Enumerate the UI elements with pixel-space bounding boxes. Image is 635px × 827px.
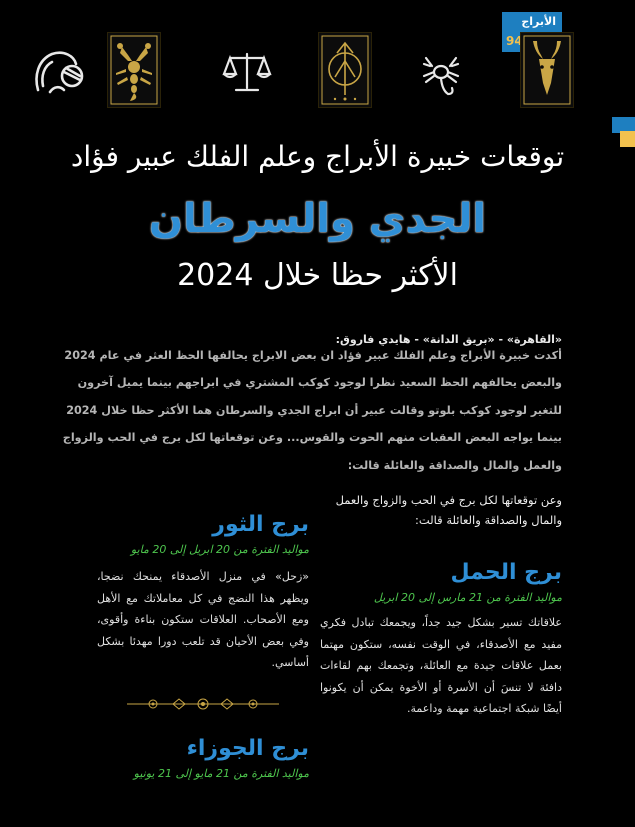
page-number: 94 — [506, 34, 523, 48]
right-column — [320, 490, 562, 720]
intro-line: للتغير لوجود كوكب بلوتو وقالت عبير أن ابراج الجدي والسرطان هما الأكثر حظا خلال 2024 — [66, 403, 562, 417]
byline: «القاهرة» - «بريق الدانة» - هايدي فاروق: — [335, 333, 562, 346]
sign-title-aries: برج الحمل — [450, 560, 562, 585]
aquarius-icon — [30, 46, 86, 98]
ornament-divider — [97, 696, 309, 712]
intro-line: بينما يواجه البعض العقبات منهم الحوت والقوس... وعن توقعاتها لكل برج في الحب والزواج — [62, 431, 562, 445]
headline-signs: الجدي والسرطان — [148, 196, 487, 242]
sign-period-gemini: مواليد الفترة من 21 مايو إلى 21 يونيو — [133, 766, 309, 780]
headline-luck: الأكثر حظا خلال 2024 — [177, 258, 458, 293]
libra-icon — [222, 48, 272, 94]
scorpion-icon — [418, 50, 464, 102]
sign-title-taurus: برج الثور — [212, 512, 309, 537]
sign-title-gemini: برج الجوزاء — [186, 735, 309, 761]
sign-period-taurus: مواليد الفترة من 20 ابريل إلى 20 مايو — [130, 543, 309, 556]
capricorn-card-icon — [520, 32, 574, 108]
side-color-mark — [612, 117, 635, 147]
sagittarius-card-icon — [318, 32, 372, 108]
intro-line: أكدت خبيرة الأبراج وعلم الفلك عبير فؤاد ان بعض الابراج يحالفها الحظ العثر في عام 2024 — [64, 349, 562, 362]
sign-body-taurus: «زحل» في منزل الأصدقاء يمنحك نضجا، ويظهر هذا النضج في كل معاملاتك مع الأهل ومع الأصحاب. العلاقات ستكون بناءة وأقوى، وفي بعض الأحيان قد تلعب دورا مهدئا بشكل أساسي. — [97, 570, 309, 670]
intro-line: والبعض يحالفهم الحظ السعيد نظرا لوجود كوكب المشتري في ابراجهم بينما يميل آخرون — [77, 376, 562, 390]
left-column — [97, 510, 309, 784]
sign-period-aries: مواليد الفترة من 21 مارس إلى 20 ابريل — [373, 591, 562, 604]
intro-line: والعمل والمال والصداقة والعائلة قالت: — [347, 458, 562, 472]
scorpio-card-icon — [107, 32, 161, 108]
sign-body-aries: علاقاتك تسير بشكل جيد جداً، ويجمعك تبادل فكري مفيد مع الأصدقاء، في الوقت نفسه، ستكون مهتما بعمل علاقات جيدة مع العائلة، وتجمعك بهم لقاءات دافئة لا تنسَ أن الأسرة أو الأخوة يمكن أن يكونوا أيضًا شبكة اجتماعية مهمة وداعمة. — [320, 616, 562, 716]
intro-paragraph — [40, 342, 562, 479]
headline-main: توقعات خبيرة الأبراج وعلم الفلك عبير فؤاد — [70, 140, 565, 173]
section-tag-label: الأبراج — [521, 15, 556, 28]
column-note: وعن توقعاتها لكل برج في الحب والزواج والعمل والمال والصداقة والعائلة قالت: — [335, 493, 562, 527]
